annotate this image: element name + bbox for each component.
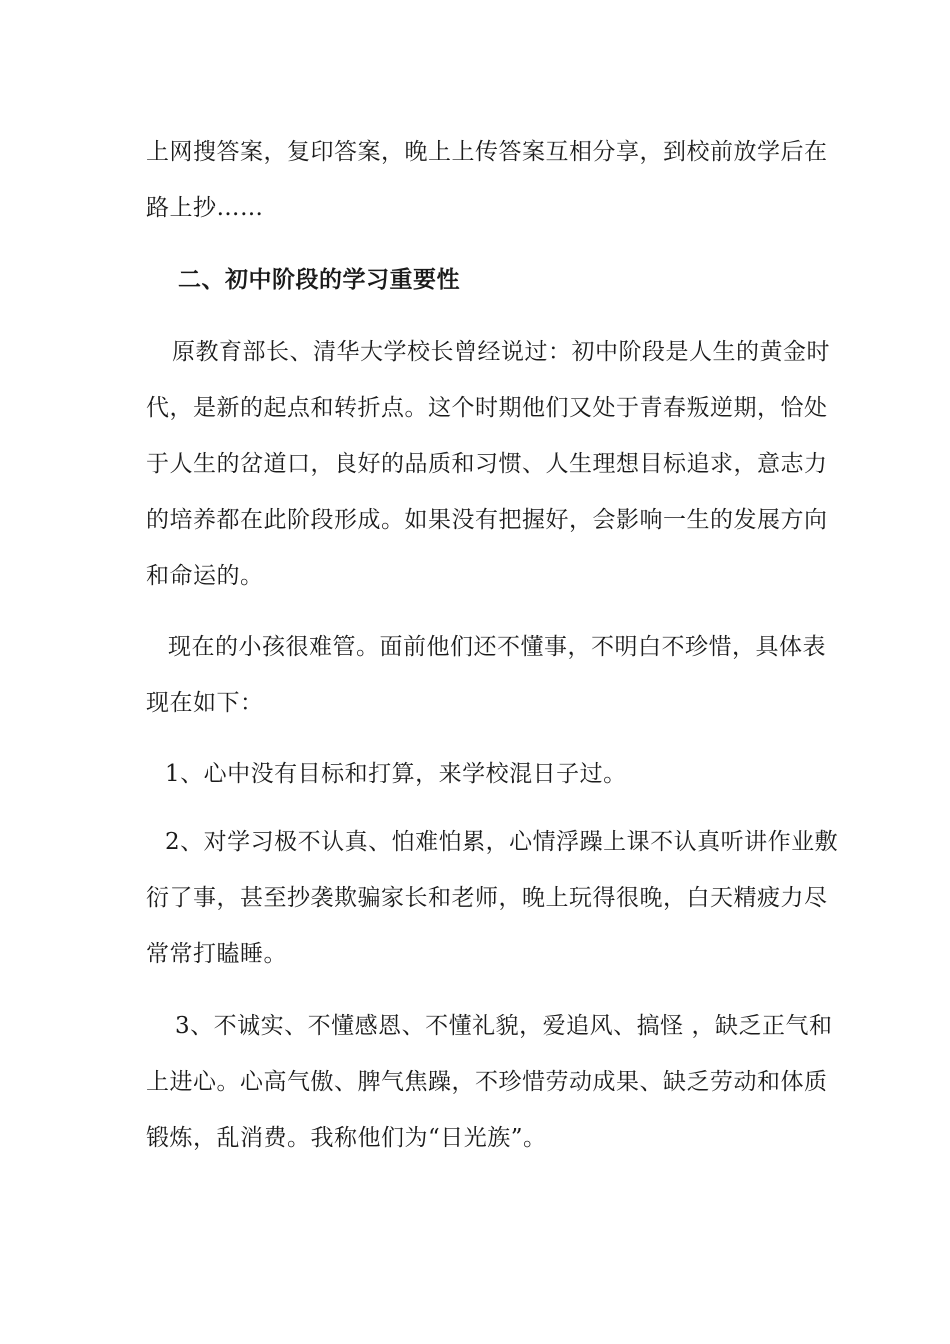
paragraph-line: 代，是新的起点和转折点。这个时期他们又处于青春叛逆期，恰处 [146,395,828,421]
paragraph-line: 路上抄…… [146,195,264,221]
paragraph-line: 锻炼，乱消费。我称他们为“日光族”。 [146,1125,547,1151]
paragraph-line: 的培养都在此阶段形成。如果没有把握好，会影响一生的发展方向 [146,507,828,533]
paragraph-line: 原教育部长、清华大学校长曾经说过：初中阶段是人生的黄金时 [172,339,830,365]
paragraph-line: 上网搜答案，复印答案，晚上上传答案互相分享，到校前放学后在 [146,139,828,165]
paragraph-line: 衍了事，甚至抄袭欺骗家长和老师，晚上玩得很晚，白天精疲力尽 [146,885,828,911]
paragraph-line: 常常打瞌睡。 [146,941,287,967]
paragraph-line: 于人生的岔道口，良好的品质和习惯、人生理想目标追求，意志力 [146,451,828,477]
list-item-1: 1、心中没有目标和打算，来学校混日子过。 [165,761,627,787]
paragraph-line: 现在的小孩很难管。面前他们还不懂事，不明白不珍惜，具体表 [168,634,826,660]
paragraph-line: 现在如下： [146,690,264,716]
paragraph-line: 和命运的。 [146,563,264,589]
list-item-2: 2、对学习极不认真、怕难怕累，心情浮躁上课不认真听讲作业敷 [165,829,839,855]
section-heading: 二、初中阶段的学习重要性 [178,266,460,293]
list-item-3: 3、不诚实、不懂感恩、不懂礼貌，爱追风、搞怪 ，缺乏正气和 [175,1013,833,1039]
paragraph-line: 上进心。心高气傲、脾气焦躁，不珍惜劳动成果、缺乏劳动和体质 [146,1069,828,1095]
